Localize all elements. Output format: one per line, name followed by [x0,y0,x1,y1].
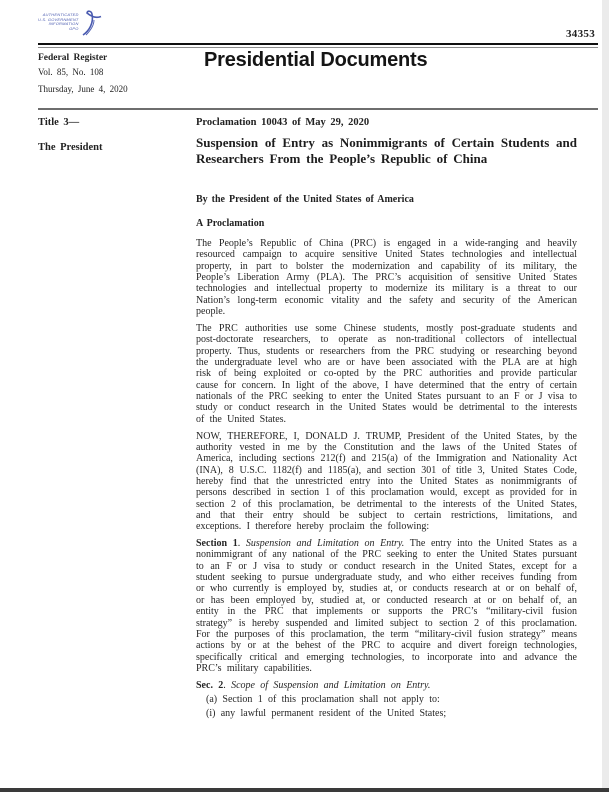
gpo-logo-line: INFORMATION [48,21,79,27]
masthead-name: Federal Register [38,53,108,63]
a-proclamation-heading: A Proclamation [196,218,265,229]
header-rule-thick [38,43,598,45]
sidebar-the-president: The President [38,142,103,153]
masthead [38,53,128,94]
gpo-authenticated-logo [38,8,116,40]
document-body-column [196,117,577,720]
page-number: 34353 [566,28,595,40]
page-edge-strip [602,0,609,792]
paragraph-2: The PRC authorities use some Chinese students, mostly post-graduate students and post-doctorate researchers, to operate as non-traditional collectors of intellectual property. Thus, students or researchers from the PRC studying or researching beyond the undergraduate level who are or have been associated with the PLA are at high risk of being exploited or co-opted by the PRC authorities and provide particular cause for concern. In light of the above, I have determined that the entry of certain nationals of the PRC seeking to enter the United States pursuant to an F or J visa to study or conduct research in the United States would be detrimental to the interests of the United States. [196,322,577,425]
paragraph-3: NOW, THEREFORE, I, DONALD J. TRUMP, President of the United States, by the authority vested in me by the Constitution and the laws of the United States of America, including sections 212(f) and 215(a) of the Immigration and Nationality Act (INA), 8 U.S.C. 1182(f) and 1185(a), and section 301 of title 3, United States Code, hereby find that the unrestricted entry into the United States as nonimmigrants of persons described in section 1 of this proclamation would, except as provided for in section 2 of this proclamation, be detrimental to the interests of the United States, and that their entry should be subject to certain restrictions, limitations, and exceptions. I therefore hereby proclaim the following: [196,430,577,533]
byline: By the President of the United States of America [196,194,414,205]
gpo-logo-text [38,8,79,31]
clause-i: (i) any lawful permanent resident of the United States; [206,708,447,720]
gpo-logo-line: GPO [69,25,79,31]
section-1-italic-title: Suspension and Limitation on Entry. [245,538,405,550]
header-double-rule [38,43,598,48]
gpo-logo-line: AUTHENTICATED [42,12,79,17]
section-2-label: Sec. 2 [196,679,224,691]
section-1-text: The entry into the United States as a nonimmigrant of any national of the PRC seeking to enter the United States pursuant to an F or J visa to study or conduct research in the United States, except for a student seeking to pursue undergraduate study, and who either receives funding from or who currently is employed by, studies at, or conducts research at or on behalf of, or has been employed by, studied at, or conducted research at or on behalf of, an entity in the PRC that implements or supports the PRC’s “military-civil fusion strategy” is hereby suspended and limited subject to section 2 of this proclamation. For the purposes of this proclamation, the term “military-civil fusion strategy” means actions by or at the behest of the PRC to acquire and divert foreign technologies, specifically critical and emerging technologies, to incorporate into and advance the PRC’s military capabilities. [196,538,577,674]
header-rule-thin [38,47,598,48]
paragraph-1: The People’s Republic of China (PRC) is engaged in a wide-ranging and heavily resourced campaign to acquire sensitive United States technologies and intellectual property, in part to bolster the modernization and capability of its military, the People’s Liberation Army (PLA). The PRC’s acquisition of sensitive United States technologies and intellectual property to modernize its military is a threat to our Nation’s long-term economic vitality and the safety and security of the American people. [196,238,577,318]
masthead-volume: Vol. 85, No. 108 [38,67,104,77]
section-2-heading [196,680,577,691]
gpo-eagle-swoosh-icon [80,8,102,38]
clause-a: (a) Section 1 of this proclamation shall not apply to: [206,694,440,706]
masthead-date: Thursday, June 4, 2020 [38,84,128,94]
viewer-bottom-bar [0,788,609,792]
section-heading-presidential-documents: Presidential Documents [204,49,428,71]
document-title: Suspension of Entry as Nonimmigrants of Certain Students and Researchers From the People’s Republic of China [196,135,577,166]
proclamation-number-line: Proclamation 10043 of May 29, 2020 [196,117,370,128]
section-1-label: Section 1 [196,538,238,550]
gpo-logo-line: U.S. GOVERNMENT [38,16,79,22]
section-2-separator: . [223,679,232,691]
section-1-paragraph [196,538,577,674]
sidebar-title-3: Title 3— [38,117,80,128]
section-2-italic-title: Scope of Suspension and Limitation on Entry. [231,679,431,691]
section-1-separator: . [237,538,246,550]
sidebar-column [38,117,178,153]
masthead-bottom-rule [38,108,598,110]
